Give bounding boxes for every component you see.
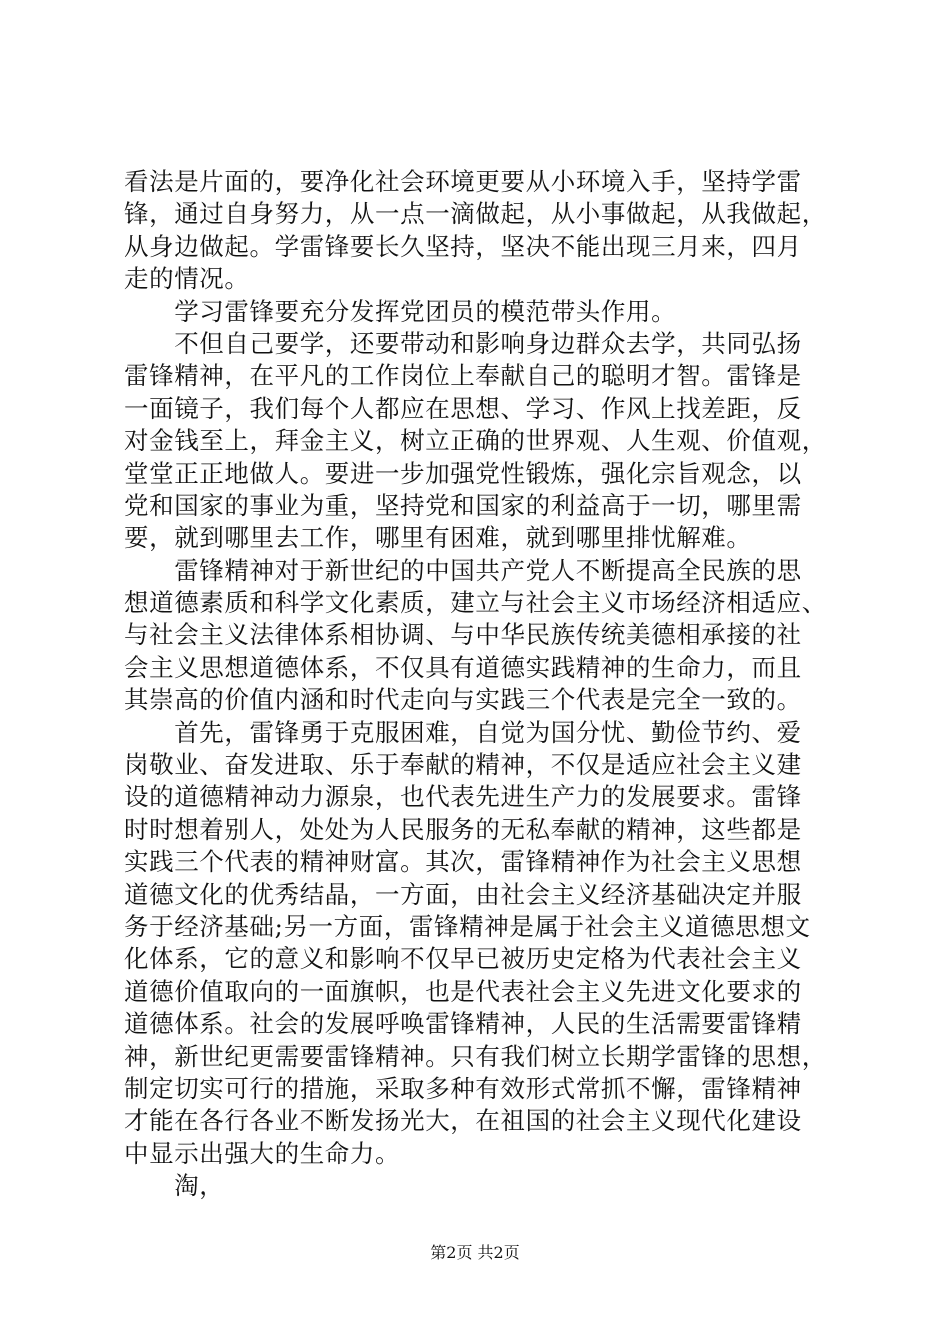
text-line: 岗敬业、奋发进取、乐于奉献的精神，不仅是适应社会主义建 [124, 750, 802, 780]
text-line: 实践三个代表的精神财富。其次，雷锋精神作为社会主义思想 [124, 847, 802, 877]
text-line: 化体系，它的意义和影响不仅早已被历史定格为代表社会主义 [124, 944, 802, 974]
text-line: 才能在各行各业不断发扬光大，在祖国的社会主义现代化建设 [124, 1106, 802, 1136]
text-line: 对金钱至上，拜金主义，树立正确的世界观、人生观、价值观， [124, 426, 827, 456]
text-line: 中显示出强大的生命力。 [124, 1138, 401, 1168]
text-line: 走的情况。 [124, 264, 250, 294]
text-line: 会主义思想道德体系，不仅具有道德实践精神的生命力，而且 [124, 652, 802, 682]
page-footer: 第2页 共2页 [430, 1243, 520, 1262]
text-line: 看法是片面的，要净化社会环境更要从小环境入手，坚持学雷 [124, 167, 802, 196]
text-line: 学习雷锋要充分发挥党团员的模范带头作用。 [124, 296, 677, 326]
text-line: 神，新世纪更需要雷锋精神。只有我们树立长期学雷锋的思想， [124, 1041, 827, 1071]
text-line: 党和国家的事业为重，坚持党和国家的利益高于一切，哪里需 [124, 490, 802, 520]
text-line: 道德文化的优秀结晶，一方面，由社会主义经济基础决定并服 [124, 879, 802, 909]
text-line: 淘， [124, 1171, 225, 1201]
text-line: 堂堂正正地做人。要进一步加强党性锻炼，强化宗旨观念，以 [124, 458, 802, 488]
text-line: 时时想着别人，处处为人民服务的无私奉献的精神，这些都是 [124, 814, 802, 844]
text-line: 其崇高的价值内涵和时代走向与实践三个代表是完全一致的。 [124, 685, 802, 715]
text-line: 设的道德精神动力源泉，也代表先进生产力的发展要求。雷锋 [124, 782, 802, 812]
text-line: 从身边做起。学雷锋要长久坚持，坚决不能出现三月来，四月 [124, 231, 802, 261]
text-line: 务于经济基础;另一方面，雷锋精神是属于社会主义道德思想文 [124, 911, 811, 941]
text-line: 雷锋精神，在平凡的工作岗位上奉献自己的聪明才智。雷锋是 [124, 361, 802, 391]
text-line: 道德体系。社会的发展呼唤雷锋精神，人民的生活需要雷锋精 [124, 1009, 802, 1039]
text-line: 不但自己要学，还要带动和影响身边群众去学，共同弘扬 [124, 328, 802, 358]
text-line: 要，就到哪里去工作，哪里有困难，就到哪里排忧解难。 [124, 523, 752, 553]
document-body [124, 166, 838, 1203]
text-line: 道德价值取向的一面旗帜，也是代表社会主义先进文化要求的 [124, 976, 802, 1006]
text-line: 制定切实可行的措施，采取多种有效形式常抓不懈，雷锋精神 [124, 1073, 802, 1103]
text-line: 雷锋精神对于新世纪的中国共产党人不断提高全民族的思 [124, 555, 802, 585]
text-line: 想道德素质和科学文化素质，建立与社会主义市场经济相适应、 [124, 588, 827, 618]
text-line: 与社会主义法律体系相协调、与中华民族传统美德相承接的社 [124, 620, 802, 650]
text-line: 一面镜子，我们每个人都应在思想、学习、作风上找差距，反 [124, 393, 802, 423]
text-line: 锋，通过自身努力，从一点一滴做起，从小事做起，从我做起， [124, 199, 827, 229]
text-line: 首先，雷锋勇于克服困难，自觉为国分忧、勤俭节约、爱 [124, 717, 802, 747]
